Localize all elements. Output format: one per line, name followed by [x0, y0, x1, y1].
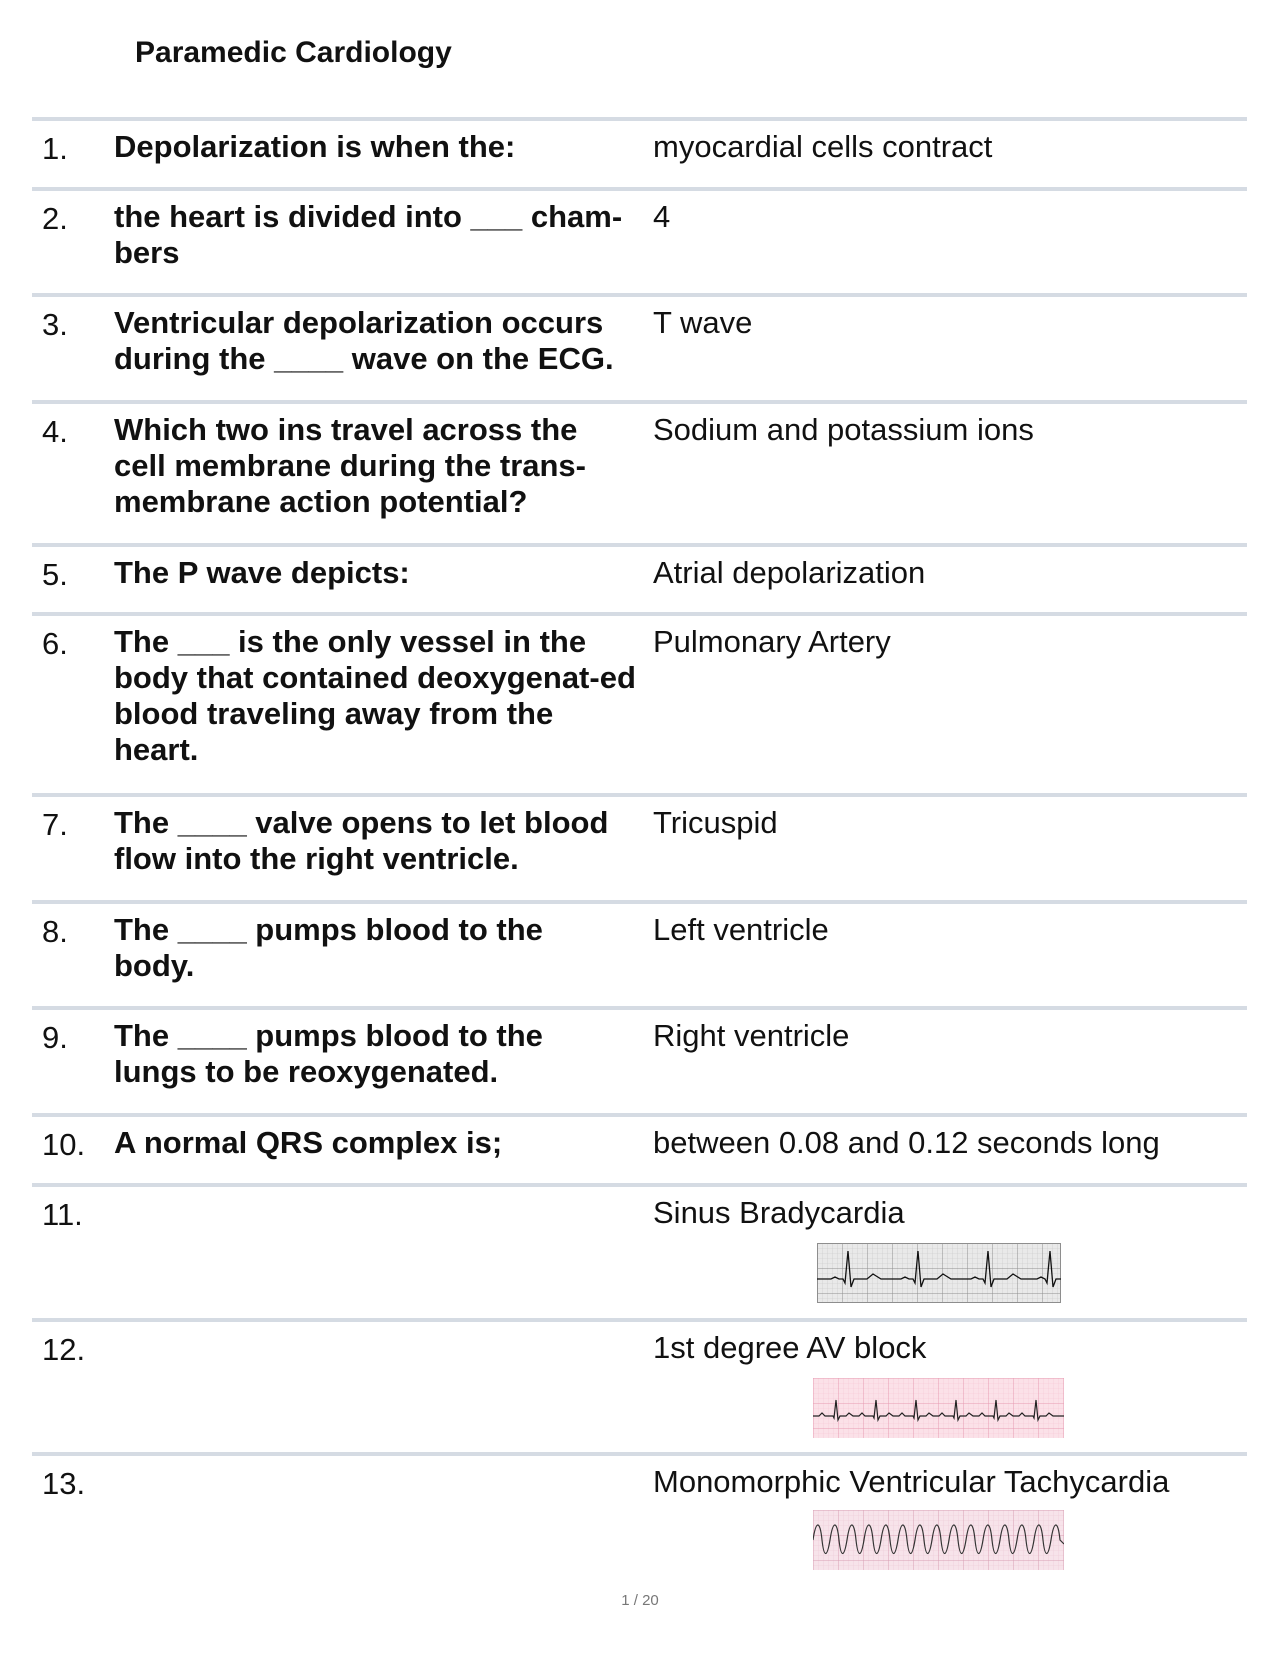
- answer-text: Monomorphic Ventricular Tachycardia: [653, 1464, 1170, 1499]
- question-text: The ___ is the only vessel in the body that contained deoxygenat-ed blood traveling away from the heart.: [114, 624, 636, 767]
- answer-text: 1st degree AV block: [653, 1330, 927, 1365]
- qa-row-3: [32, 293, 1247, 395]
- question-text: the heart is divided into ___ cham-bers: [114, 199, 623, 270]
- question-text: The ____ pumps blood to the body.: [114, 912, 543, 983]
- answer-text: Right ventricle: [653, 1018, 850, 1053]
- question-text: The P wave depicts:: [114, 555, 410, 590]
- answer-text: between 0.08 and 0.12 seconds long: [653, 1125, 1160, 1160]
- question-text: Ventricular depolarization occurs during the ____ wave on the ECG.: [114, 305, 614, 376]
- page-indicator: 1 / 20: [621, 1592, 659, 1609]
- answer-text: 4: [653, 199, 671, 234]
- ecg-monomorphic-vtach-strip: [813, 1510, 1064, 1570]
- qa-row-6: [32, 612, 1247, 788]
- qa-row-1: [32, 117, 1247, 185]
- row-number: 4.: [42, 414, 68, 449]
- answer-text: myocardial cells contract: [653, 129, 993, 164]
- qa-row-4: [32, 400, 1247, 540]
- qa-row-10: [32, 1113, 1247, 1181]
- question-text: A normal QRS complex is;: [114, 1125, 503, 1160]
- row-number: 5.: [42, 557, 68, 592]
- answer-text: Sodium and potassium ions: [653, 412, 1034, 447]
- row-number: 13.: [42, 1466, 86, 1501]
- row-number: 11.: [42, 1197, 83, 1232]
- answer-text: Atrial depolarization: [653, 555, 926, 590]
- answer-text: Pulmonary Artery: [653, 624, 891, 659]
- row-number: 1.: [42, 131, 68, 166]
- qa-row-5: [32, 543, 1247, 611]
- qa-row-11: [32, 1183, 1247, 1315]
- answer-text: Tricuspid: [653, 805, 778, 840]
- row-number: 3.: [42, 307, 68, 342]
- question-text: The ____ valve opens to let blood flow into the right ventricle.: [114, 805, 609, 876]
- page-title: Paramedic Cardiology: [135, 36, 452, 69]
- row-number: 12.: [42, 1332, 86, 1367]
- qa-row-9: [32, 1006, 1247, 1108]
- answer-text: T wave: [653, 305, 753, 340]
- question-text: The ____ pumps blood to the lungs to be reoxygenated.: [114, 1018, 543, 1089]
- answer-text: Left ventricle: [653, 912, 829, 947]
- row-number: 8.: [42, 914, 68, 949]
- question-text: Which two ins travel across the cell membrane during the trans-membrane action potential?: [114, 412, 586, 519]
- qa-row-13: [32, 1452, 1247, 1584]
- qa-row-8: [32, 900, 1247, 1002]
- row-number: 2.: [42, 201, 68, 236]
- qa-row-12: [32, 1318, 1247, 1450]
- row-number: 9.: [42, 1020, 68, 1055]
- ecg-first-degree-av-block-strip: [813, 1378, 1064, 1438]
- row-number: 6.: [42, 626, 68, 661]
- ecg-sinus-bradycardia-strip: [817, 1243, 1061, 1303]
- row-number: 10.: [42, 1127, 86, 1162]
- question-text: Depolarization is when the:: [114, 129, 516, 164]
- answer-text: Sinus Bradycardia: [653, 1195, 905, 1230]
- qa-row-2: [32, 187, 1247, 289]
- qa-row-7: [32, 793, 1247, 895]
- row-number: 7.: [42, 807, 68, 842]
